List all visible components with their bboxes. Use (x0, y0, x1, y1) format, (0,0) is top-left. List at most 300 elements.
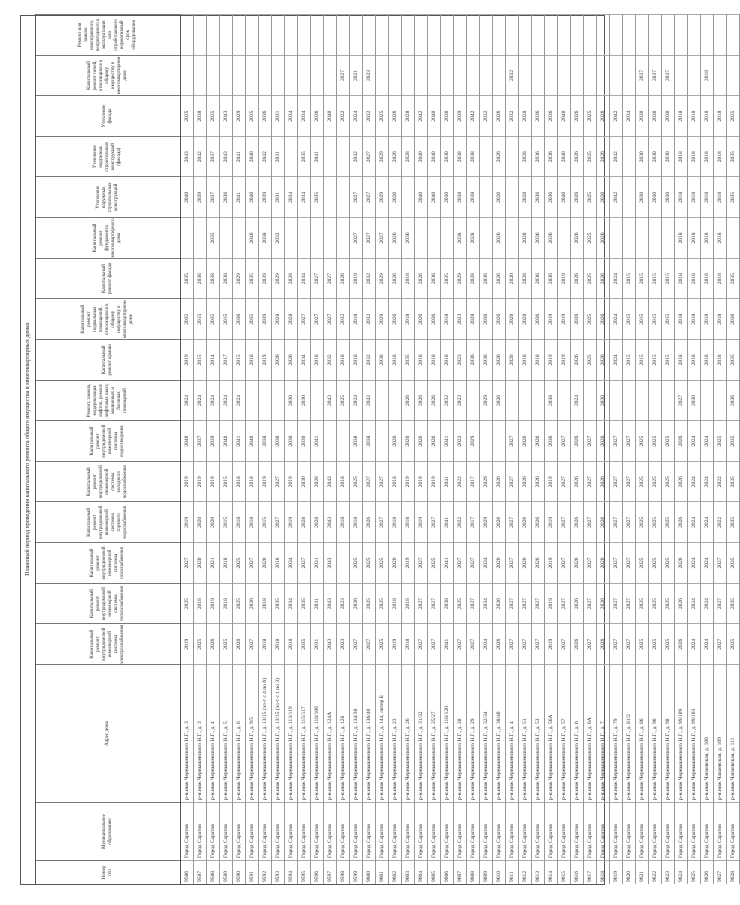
year-cell: 2025 (337, 380, 349, 421)
year-cell (727, 217, 739, 258)
year-cell (649, 217, 661, 258)
address-cell: р-н.ниж Чернышевского Н.Г., д. 118/120 (441, 664, 453, 802)
year-cell: 2024 (207, 380, 219, 421)
year-cell: 2018 (714, 95, 726, 136)
row-number: 9619 (610, 860, 622, 884)
year-cell: 2036 (259, 95, 271, 136)
year-cell: 2019 (181, 502, 193, 543)
year-cell: 2023 (363, 55, 375, 96)
year-cell: 2026 (389, 420, 401, 461)
year-cell: 2036 (194, 258, 206, 299)
year-cell: 2018 (519, 339, 531, 380)
address-cell: р-н.ниж Чернышевского Н.Г., д. 6 (233, 664, 245, 802)
year-cell: 2019 (259, 461, 271, 502)
year-cell: 2038 (467, 136, 479, 177)
year-cell: 2027 (558, 542, 570, 583)
year-cell: 2026 (571, 583, 583, 624)
municipality-cell: Город Саратов (519, 802, 531, 860)
address-cell: р-н.ниж Чапаевская, д. 109 (714, 664, 726, 802)
year-cell: 2027 (467, 623, 479, 664)
year-cell: 2019 (415, 502, 427, 543)
year-cell (662, 380, 674, 421)
municipality-cell: Город Саратов (623, 802, 635, 860)
address-cell: р-н.ниж Чернышевского Н.Г., д. 86 (636, 664, 648, 802)
year-cell: 2027 (415, 583, 427, 624)
header-cell: Капитальный ремонт внутридомовой инженерной системы электроснабжения (36, 623, 180, 664)
year-cell: 2025 (649, 420, 661, 461)
year-cell (532, 380, 544, 421)
municipality-cell: Город Саратов (545, 802, 557, 860)
year-cell: 2029 (376, 258, 388, 299)
year-cell: 2015 (259, 502, 271, 543)
year-cell: 2041 (311, 420, 323, 461)
year-cell: 2036 (311, 95, 323, 136)
municipality-cell: Город Саратов (558, 802, 570, 860)
year-cell: 2027 (350, 217, 362, 258)
year-cell: 2030 (649, 136, 661, 177)
year-cell: 2018 (285, 623, 297, 664)
year-cell (194, 217, 206, 258)
year-cell: 2025 (714, 420, 726, 461)
year-cell: 2026 (571, 420, 583, 461)
year-cell: 2027 (467, 583, 479, 624)
year-cell: 2019 (350, 258, 362, 299)
year-cell: 2026 (402, 420, 414, 461)
year-cell (428, 14, 440, 55)
year-cell (623, 136, 635, 177)
year-cell: 2027 (623, 623, 635, 664)
year-cell: 2024 (181, 380, 193, 421)
year-cell: 2031 (272, 177, 284, 218)
year-cell (649, 14, 661, 55)
header-cell: Капитальный ремонт фасада (36, 258, 180, 299)
year-cell: 2019 (207, 461, 219, 502)
table-row (194, 14, 207, 884)
year-cell: 2025 (636, 542, 648, 583)
year-cell (662, 217, 674, 258)
municipality-cell: Город Саратов (376, 802, 388, 860)
year-cell (311, 14, 323, 55)
year-cell: 2035 (207, 95, 219, 136)
year-cell: 2032 (480, 95, 492, 136)
year-cell (324, 217, 336, 258)
year-cell: 2030 (649, 95, 661, 136)
year-cell: 2030 (636, 95, 648, 136)
year-cell (350, 14, 362, 55)
year-cell: 2035 (727, 461, 739, 502)
year-cell (194, 55, 206, 96)
year-cell: 2036 (428, 298, 440, 339)
year-cell: 2030 (662, 95, 674, 136)
year-cell: 2027 (584, 420, 596, 461)
year-cell: 2027 (311, 258, 323, 299)
year-cell: 2026 (597, 217, 609, 258)
year-cell: 2018 (233, 502, 245, 543)
table-row (285, 14, 298, 884)
year-cell (181, 217, 193, 258)
address-cell: р-н.ниж Чернышевского Н.Г., д. 81/2 (623, 664, 635, 802)
year-cell: 2026 (571, 542, 583, 583)
year-cell: 2028 (519, 217, 531, 258)
address-cell: р-н.ниж Чернышевского Н.Г., д. 98 (662, 664, 674, 802)
row-number: 9599 (350, 860, 362, 884)
year-cell: 2027 (558, 583, 570, 624)
year-cell: 2034 (298, 177, 310, 218)
year-cell: 2015 (649, 298, 661, 339)
year-cell: 2026 (571, 298, 583, 339)
municipality-cell: Город Саратов (207, 802, 219, 860)
year-cell: 2038 (441, 583, 453, 624)
year-cell (376, 380, 388, 421)
repair-schedule-table (20, 15, 736, 885)
year-cell: 2019 (558, 298, 570, 339)
year-cell: 2018 (337, 461, 349, 502)
year-cell: 2024 (688, 502, 700, 543)
year-cell: 2026 (675, 583, 687, 624)
year-cell: 2042 (610, 177, 622, 218)
row-number: 9611 (506, 860, 518, 884)
row-number: 9627 (714, 860, 726, 884)
year-cell: 2021 (350, 55, 362, 96)
year-cell: 2027 (532, 583, 544, 624)
year-cell: 2028 (519, 95, 531, 136)
table-row (714, 14, 727, 884)
year-cell: 2036 (727, 380, 739, 421)
address-cell: р-н.ниж Чернышевского Н.Г., д. 31/32 (415, 664, 427, 802)
year-cell: 2023 (337, 623, 349, 664)
municipality-cell: Город Саратов (636, 802, 648, 860)
year-cell: 2026 (597, 542, 609, 583)
table-row (636, 14, 649, 884)
row-number: 9593 (272, 860, 284, 884)
row-number: 9591 (246, 860, 258, 884)
year-cell: 2028 (402, 95, 414, 136)
year-cell: 2018 (259, 623, 271, 664)
year-cell (493, 420, 505, 461)
year-cell: 2019 (402, 542, 414, 583)
year-cell: 2018 (688, 298, 700, 339)
year-cell: 2026 (415, 258, 427, 299)
year-cell (636, 217, 648, 258)
header-cell: Утепление фасада (36, 95, 180, 136)
year-cell (688, 14, 700, 55)
table-caption: Плановый период проведения капитального ремонта общего имущества в многоквартирных домах (25, 322, 31, 576)
row-number: 9621 (636, 860, 648, 884)
table-row (545, 14, 558, 884)
year-cell (454, 14, 466, 55)
address-cell: р-н.ниж Чернышевского Н.Г., д. 99/109 (675, 664, 687, 802)
year-cell: 2043 (324, 461, 336, 502)
year-cell: 2025 (649, 542, 661, 583)
year-cell: 2026 (389, 177, 401, 218)
year-cell (337, 420, 349, 461)
year-cell: 2024 (688, 623, 700, 664)
year-cell: 2018 (688, 339, 700, 380)
year-cell: 2018 (701, 258, 713, 299)
table-row (428, 14, 441, 884)
header-cell: Муниципальное образование (36, 802, 180, 860)
municipality-cell: Город Саратов (649, 802, 661, 860)
year-cell (467, 14, 479, 55)
year-cell (259, 55, 271, 96)
year-cell: 2035 (181, 298, 193, 339)
year-cell (623, 380, 635, 421)
year-cell: 2026 (337, 258, 349, 299)
year-cell: 2026 (493, 502, 505, 543)
year-cell: 2038 (194, 95, 206, 136)
year-cell: 2026 (571, 95, 583, 136)
table-row (389, 14, 402, 884)
year-cell: 2035 (298, 136, 310, 177)
year-cell: 2035 (311, 177, 323, 218)
address-cell: р-н.ниж Чернышевского Н.Г., д. 79 (610, 664, 622, 802)
year-cell: 2018 (701, 339, 713, 380)
row-number: 9626 (701, 860, 713, 884)
municipality-cell: Город Саратов (532, 802, 544, 860)
year-cell (389, 14, 401, 55)
year-cell: 2020 (207, 502, 219, 543)
year-cell (662, 14, 674, 55)
year-cell: 2035 (727, 339, 739, 380)
year-cell: 2025 (636, 461, 648, 502)
year-cell (376, 55, 388, 96)
year-cell (467, 55, 479, 96)
year-cell: 2022 (454, 502, 466, 543)
row-number: 9605 (428, 860, 440, 884)
year-cell: 2019 (415, 461, 427, 502)
year-cell: 2027 (363, 136, 375, 177)
year-cell (623, 177, 635, 218)
municipality-cell: Город Саратов (311, 802, 323, 860)
address-cell: р-н.ниж Чернышевского Н.Г., д. 23 (389, 664, 401, 802)
year-cell: 2026 (571, 461, 583, 502)
year-cell: 2031 (311, 583, 323, 624)
year-cell: 2042 (350, 136, 362, 177)
year-cell: 2026 (597, 461, 609, 502)
year-cell (285, 217, 297, 258)
municipality-cell: Город Саратов (493, 802, 505, 860)
address-cell: р-н.ниж Чернышевского Н.Г., д. 13/15 (эл-т с 4 по 6) (259, 664, 271, 802)
year-cell (402, 55, 414, 96)
municipality-cell: Город Саратов (467, 802, 479, 860)
year-cell: 2019 (545, 502, 557, 543)
year-cell: 2043 (324, 502, 336, 543)
year-cell: 2039 (259, 298, 271, 339)
year-cell: 2024 (688, 461, 700, 502)
year-cell (610, 55, 622, 96)
year-cell: 2026 (597, 623, 609, 664)
year-cell (259, 14, 271, 55)
year-cell: 2025 (376, 95, 388, 136)
address-cell: р-н.ниж Чернышевского Н.Г., д. 3 (194, 664, 206, 802)
year-cell: 2015 (220, 298, 232, 339)
year-cell (337, 177, 349, 218)
year-cell: 2027 (181, 542, 193, 583)
table-row (207, 14, 220, 884)
year-cell: 2024 (610, 298, 622, 339)
address-cell: р-н.ниж Чернышевского Н.Г., д. 3 (181, 664, 193, 802)
year-cell (207, 14, 219, 55)
year-cell: 2027 (350, 177, 362, 218)
year-cell: 2035 (727, 502, 739, 543)
year-cell: 2018 (246, 461, 258, 502)
year-cell: 2026 (415, 420, 427, 461)
table-row (363, 14, 376, 884)
year-cell: 2020 (259, 542, 271, 583)
year-cell: 2018 (714, 258, 726, 299)
address-cell: р-н.ниж Чернышевского Н.Г., д. 57 (558, 664, 570, 802)
municipality-cell: Город Саратов (727, 802, 739, 860)
year-cell: 2031 (311, 542, 323, 583)
year-cell: 2019 (181, 623, 193, 664)
year-cell: 2038 (259, 217, 271, 258)
year-cell: 2026 (493, 258, 505, 299)
year-cell: 2018 (220, 542, 232, 583)
year-cell: 2042 (610, 95, 622, 136)
year-cell: 2040 (428, 95, 440, 136)
year-cell: 2024 (701, 583, 713, 624)
year-cell: 2036 (545, 95, 557, 136)
year-cell: 2017 (467, 502, 479, 543)
year-cell: 2019 (194, 461, 206, 502)
year-cell: 2015 (623, 298, 635, 339)
year-cell: 2019 (285, 502, 297, 543)
year-cell (402, 14, 414, 55)
year-cell: 2026 (415, 380, 427, 421)
year-cell: 2018 (701, 136, 713, 177)
year-cell: 2019 (545, 461, 557, 502)
year-cell: 2035 (298, 583, 310, 624)
year-cell (389, 380, 401, 421)
year-cell: 2037 (207, 177, 219, 218)
year-cell: 2025 (181, 583, 193, 624)
year-cell: 2026 (597, 420, 609, 461)
year-cell: 2027 (324, 298, 336, 339)
year-cell: 2015 (662, 339, 674, 380)
year-cell: 2027 (558, 623, 570, 664)
year-cell: 2039 (259, 177, 271, 218)
address-cell: р-н.ниж Чернышевского Н.Г., д. 99/103 (688, 664, 700, 802)
year-cell: 2040 (428, 136, 440, 177)
table-row (623, 14, 636, 884)
year-cell: 2040 (220, 420, 232, 461)
municipality-cell: Город Саратов (428, 802, 440, 860)
row-number: 9628 (727, 860, 739, 884)
year-cell: 2027 (610, 502, 622, 543)
year-cell: 2028 (519, 136, 531, 177)
year-cell: 2027 (246, 542, 258, 583)
year-cell: 2017 (467, 461, 479, 502)
year-cell: 2034 (285, 95, 297, 136)
table-row (181, 14, 194, 884)
year-cell: 2018 (714, 217, 726, 258)
year-cell (597, 55, 609, 96)
year-cell (415, 55, 427, 96)
year-cell: 2026 (285, 339, 297, 380)
year-cell: 2032 (506, 95, 518, 136)
year-cell: 2015 (636, 298, 648, 339)
table-row (467, 14, 480, 884)
year-cell: 2026 (571, 217, 583, 258)
year-cell (623, 14, 635, 55)
year-cell (558, 217, 570, 258)
table-row (597, 14, 610, 884)
row-number: 9616 (571, 860, 583, 884)
municipality-cell: Город Саратов (597, 802, 609, 860)
year-cell: 2018 (428, 339, 440, 380)
year-cell (402, 177, 414, 218)
year-cell: 2024 (350, 380, 362, 421)
year-cell (233, 217, 245, 258)
year-cell (298, 55, 310, 96)
year-cell (311, 380, 323, 421)
year-cell: 2026 (532, 542, 544, 583)
year-cell: 2036 (467, 339, 479, 380)
year-cell: 2025 (376, 542, 388, 583)
year-cell: 2022 (454, 420, 466, 461)
year-cell: 2027 (623, 461, 635, 502)
year-cell: 2015 (649, 258, 661, 299)
year-cell: 2038 (454, 177, 466, 218)
year-cell (480, 420, 492, 461)
year-cell (441, 217, 453, 258)
year-cell: 2040 (558, 177, 570, 218)
address-cell: р-н.ниж Чернышевского Н.Г., д. 4 (207, 664, 219, 802)
year-cell: 2026 (350, 583, 362, 624)
row-number: 9613 (532, 860, 544, 884)
municipality-cell: Город Саратов (675, 802, 687, 860)
year-cell: 2036 (545, 136, 557, 177)
year-cell: 2015 (194, 339, 206, 380)
row-number: 9620 (623, 860, 635, 884)
year-cell: 2036 (480, 298, 492, 339)
year-cell: 2035 (727, 542, 739, 583)
year-cell: 2030 (441, 136, 453, 177)
year-cell: 2040 (181, 420, 193, 461)
year-cell: 2025 (350, 542, 362, 583)
year-cell: 2035 (727, 95, 739, 136)
year-cell (610, 217, 622, 258)
year-cell (467, 380, 479, 421)
year-cell (636, 380, 648, 421)
year-cell: 2025 (584, 258, 596, 299)
year-cell: 2030 (272, 420, 284, 461)
year-cell (480, 217, 492, 258)
address-cell: р-н.ниж Чернышевского Н.Г., д. 128 (337, 664, 349, 802)
year-cell: 2026 (597, 502, 609, 543)
year-cell: 2026 (389, 298, 401, 339)
year-cell (311, 217, 323, 258)
row-number: 9606 (441, 860, 453, 884)
year-cell: 2018 (441, 298, 453, 339)
year-cell: 2027 (519, 583, 531, 624)
year-cell: 2041 (233, 177, 245, 218)
year-cell: 2041 (441, 623, 453, 664)
year-cell: 2026 (519, 542, 531, 583)
year-cell: 2018 (402, 298, 414, 339)
year-cell: 2024 (688, 420, 700, 461)
year-cell: 2019 (545, 623, 557, 664)
year-cell (285, 55, 297, 96)
year-cell: 2018 (272, 542, 284, 583)
header-cell: Капитальный ремонт внутридомовой инженерной системы газоснабжения (36, 542, 180, 583)
year-cell: 2015 (220, 502, 232, 543)
year-cell: 2025 (584, 136, 596, 177)
year-cell: 2018 (675, 298, 687, 339)
year-cell: 2031 (311, 623, 323, 664)
municipality-cell: Город Саратов (389, 802, 401, 860)
year-cell: 2035 (727, 258, 739, 299)
